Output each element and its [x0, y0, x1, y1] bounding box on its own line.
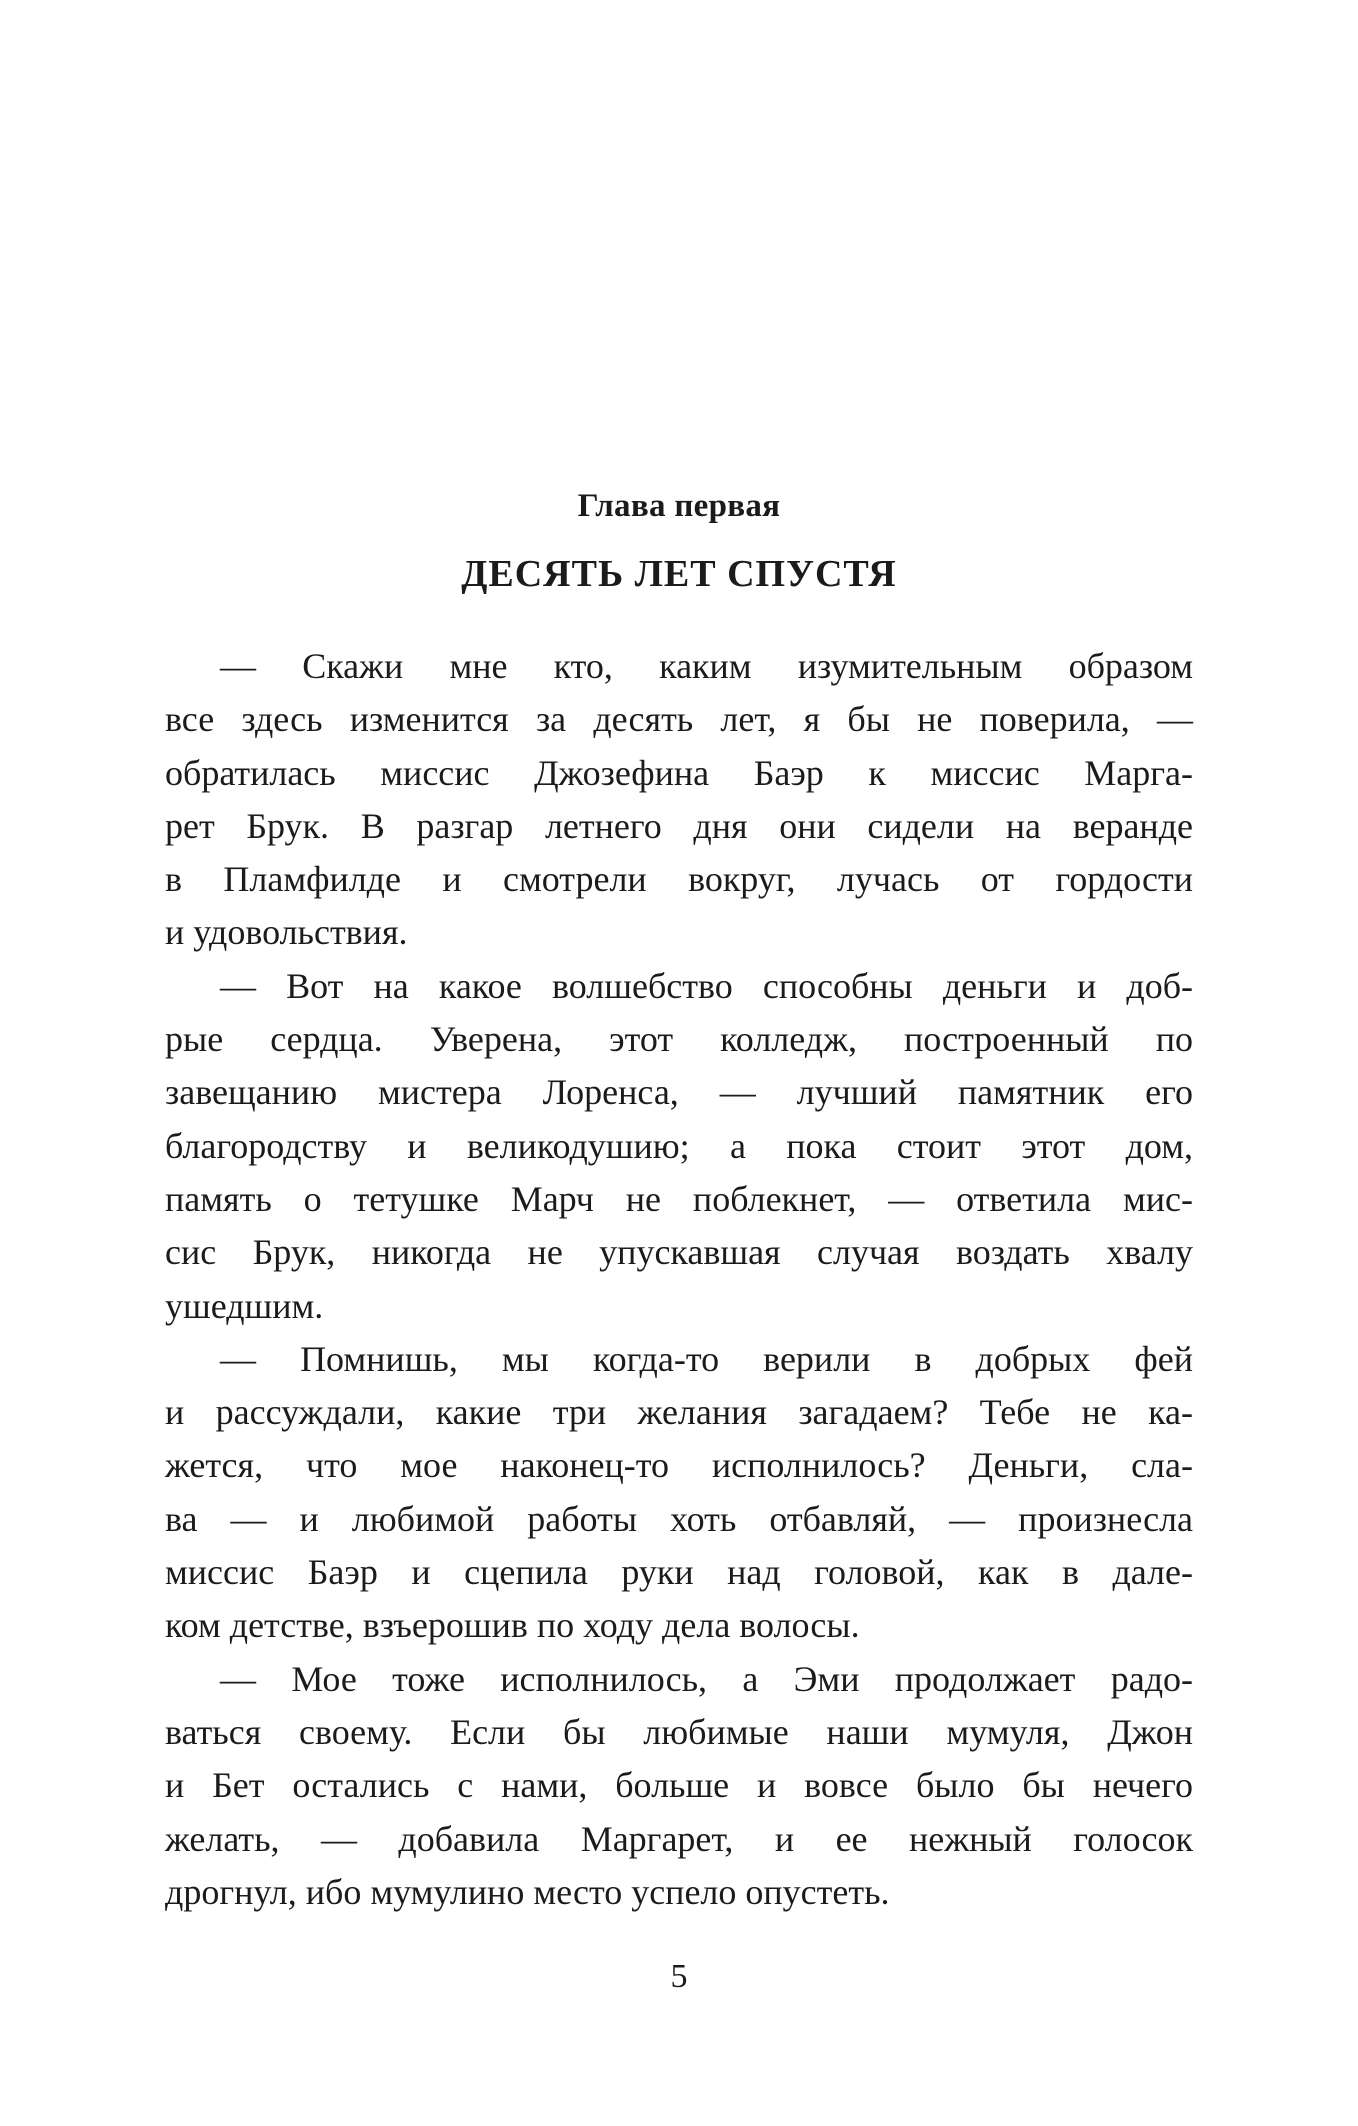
chapter-title: ДЕСЯТЬ ЛЕТ СПУСТЯ	[461, 553, 897, 595]
text-line: рет Брук. В разгар летнего дня они сидели на веранде	[165, 805, 1193, 846]
paragraph-3	[165, 1333, 1193, 1653]
text-line: и удовольствия.	[165, 912, 408, 953]
text-line: миссис Баэр и сцепила руки над головой, как в дале-	[165, 1552, 1193, 1593]
text-line: желать, — добавила Маргарет, и ее нежный голосок	[165, 1818, 1193, 1859]
text-line: и рассуждали, какие три желания загадаем? Тебе не ка-	[165, 1392, 1193, 1433]
text-line: ваться своему. Если бы любимые наши мумуля, Джон	[165, 1711, 1193, 1752]
text-line: — Вот на какое волшебство способны деньги и доб-	[220, 965, 1193, 1006]
paragraph-2	[165, 960, 1193, 1333]
paragraph-4	[165, 1653, 1193, 1919]
text-line: жется, что мое наконец-то исполнилось? Деньги, сла-	[165, 1445, 1193, 1486]
text-line: и Бет остались с нами, больше и вовсе было бы нечего	[165, 1765, 1193, 1806]
text-line: — Скажи мне кто, каким изумительным образом	[220, 646, 1193, 686]
text-line: рые сердца. Уверена, этот колледж, построенный по	[165, 1019, 1193, 1060]
text-line: в Пламфилде и смотрели вокруг, лучась от гордости	[165, 859, 1193, 900]
text-line: сис Брук, никогда не упускавшая случая воздать хвалу	[165, 1232, 1193, 1273]
text-line: — Помнишь, мы когда-то верили в добрых фей	[220, 1338, 1193, 1379]
text-line: ва — и любимой работы хоть отбавляй, — произнесла	[165, 1498, 1193, 1539]
text-line: — Мое тоже исполнилось, а Эми продолжает радо-	[220, 1658, 1193, 1699]
text-line: память о тетушке Марч не поблекнет, — ответила мис-	[165, 1178, 1193, 1219]
text-line: ком детстве, взъерошив по ходу дела волосы.	[165, 1605, 860, 1646]
page-number: 5	[670, 1958, 688, 1995]
chapter-label: Глава первая	[577, 488, 781, 524]
text-line: завещанию мистера Лоренса, — лучший памятник его	[165, 1072, 1193, 1113]
text-line: обратилась миссис Джозефина Баэр к миссис Марга-	[165, 752, 1193, 793]
text-line: все здесь изменится за десять лет, я бы не поверила, —	[165, 699, 1193, 740]
paragraph-1	[165, 640, 1193, 960]
text-line: ушедшим.	[165, 1285, 324, 1326]
body-text	[165, 640, 1193, 1919]
text-line: дрогнул, ибо мумулино место успело опустеть.	[165, 1871, 890, 1912]
text-line: благородству и великодушию; а пока стоит этот дом,	[165, 1125, 1193, 1166]
